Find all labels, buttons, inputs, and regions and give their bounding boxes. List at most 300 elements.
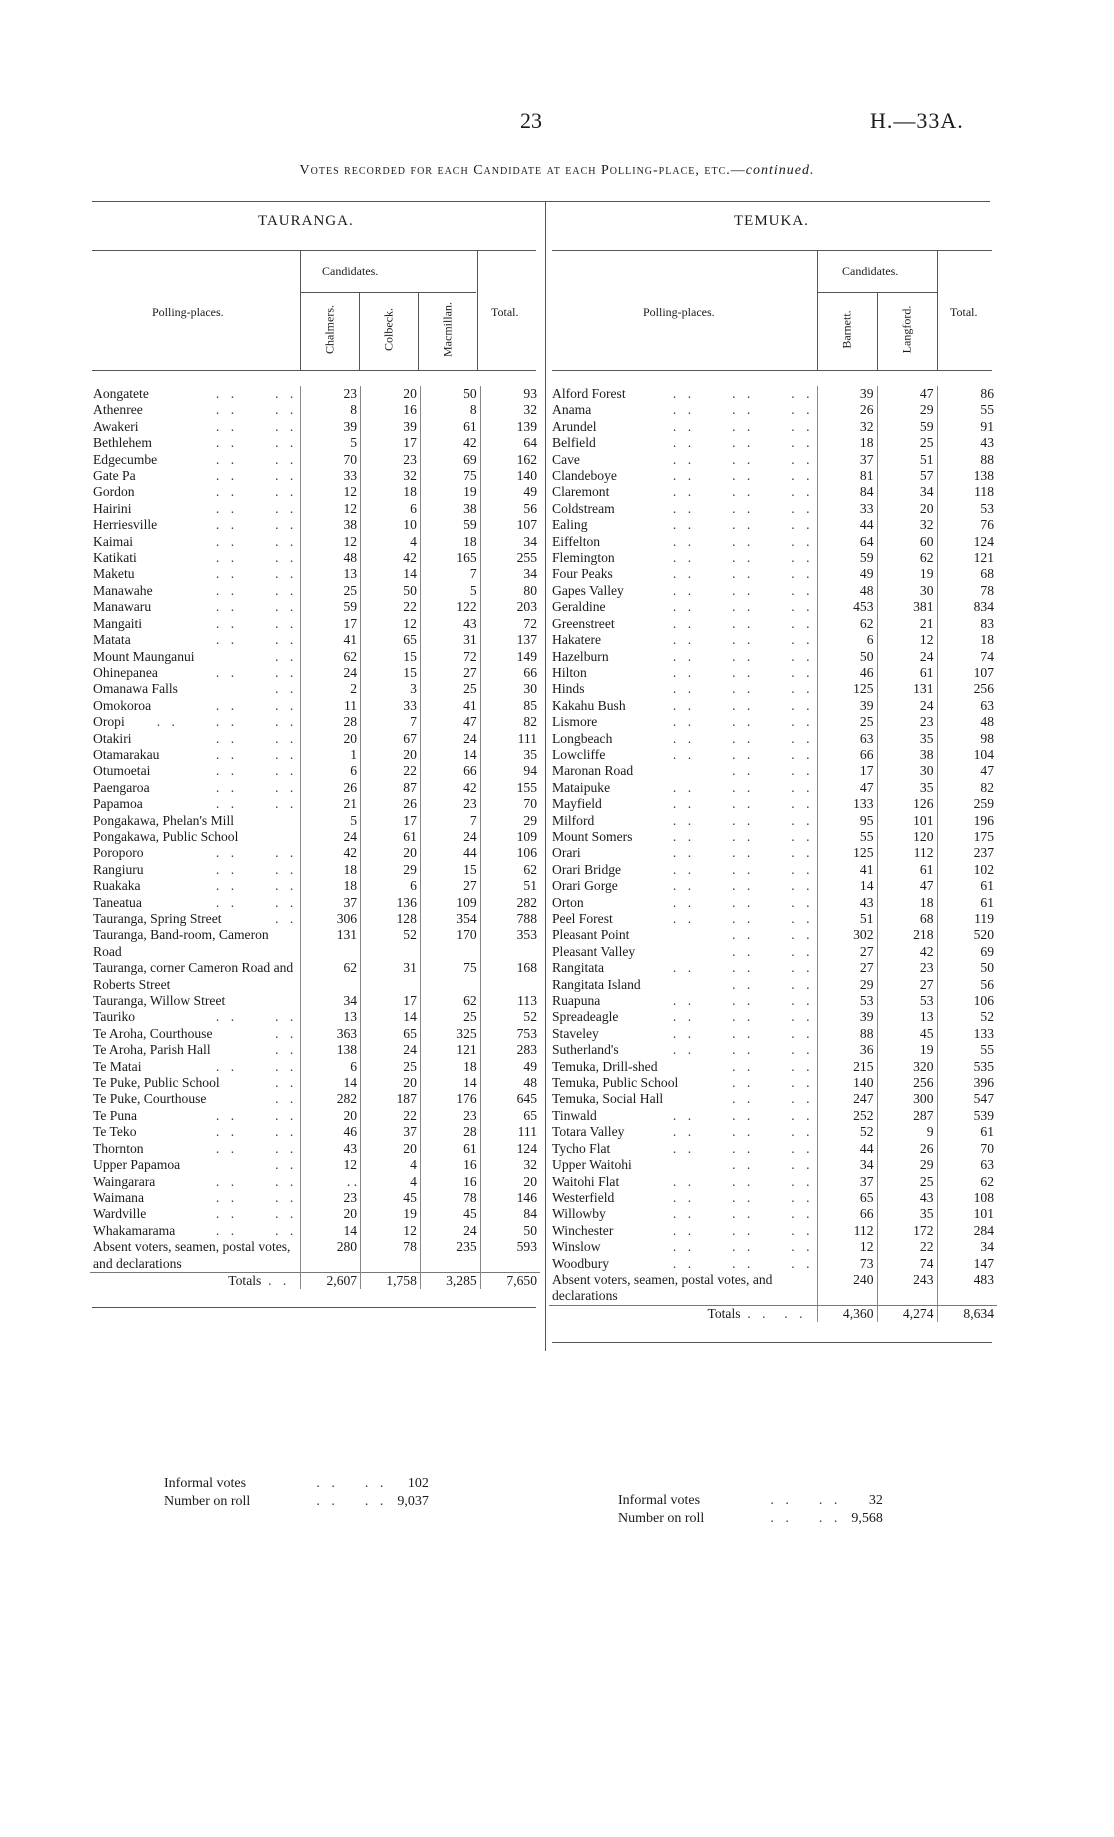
polling-place-name (549, 616, 817, 632)
polling-place-row (549, 484, 997, 500)
candidate-votes: 27 (817, 960, 877, 976)
polling-place-label: Orari Gorge (552, 878, 618, 894)
candidate-votes: 38 (877, 747, 937, 763)
candidate-votes: 12 (361, 616, 421, 632)
candidate-votes: 28 (301, 714, 361, 730)
polling-place-row (90, 1174, 540, 1190)
leader-dots: . . . . . . (672, 894, 814, 910)
candidate-votes: 81 (817, 468, 877, 484)
candidate-votes: 282 (301, 1091, 361, 1107)
candidate-votes: 95 (817, 813, 877, 829)
leader-dots: . . . . (732, 1091, 814, 1107)
leader-dots: . . . . (732, 976, 814, 992)
polling-place-row (90, 501, 540, 517)
polling-place-name (549, 484, 817, 500)
row-total: 353 (480, 927, 540, 960)
polling-place-label: Cave (552, 451, 580, 467)
leader-dots: . . . . (215, 632, 298, 648)
candidate-votes: 22 (361, 763, 421, 779)
candidate-barnett: Barnett. (839, 310, 854, 349)
polling-place-name (549, 698, 817, 714)
polling-place-label: Absent voters, seamen, postal votes, and declarations (552, 1271, 773, 1304)
roll-value: 9,568 (851, 1511, 883, 1526)
polling-place-label: Hinds (552, 681, 585, 697)
polling-place-row (549, 501, 997, 517)
candidate-votes: 50 (817, 649, 877, 665)
candidate-votes: 15 (361, 649, 421, 665)
polling-place-name (90, 1174, 301, 1190)
candidate-votes: 60 (877, 534, 937, 550)
candidate-votes: 19 (361, 1206, 421, 1222)
polling-place-row (90, 468, 540, 484)
candidate-votes: 47 (420, 714, 480, 730)
polling-place-name (90, 452, 301, 468)
candidate-votes: 23 (301, 1190, 361, 1206)
leader-dots: . . (275, 1157, 298, 1173)
leader-dots: . . . . . . (672, 1206, 814, 1222)
leader-dots: . . . . (215, 615, 298, 631)
leader-dots: . . (275, 1042, 298, 1058)
candidate-votes: 61 (420, 419, 480, 435)
candidate-votes: 73 (817, 1256, 877, 1272)
polling-place-label: Absent voters, seamen, postal votes, and declarations (93, 1239, 291, 1271)
polling-place-label: Orari (552, 845, 581, 861)
polling-place-label: Orari Bridge (552, 861, 622, 877)
polling-place-label: Poroporo (93, 845, 144, 861)
candidate-votes: 48 (817, 583, 877, 599)
temuka-candidates-label: Candidates. (842, 264, 899, 278)
polling-place-row (549, 813, 997, 829)
leader-dots: . . . . (215, 599, 298, 615)
polling-place-label: Otakiri (93, 730, 132, 746)
polling-place-label: Paengaroa (93, 779, 150, 795)
candidate-votes: 47 (877, 878, 937, 894)
candidate-votes: 50 (361, 583, 421, 599)
polling-place-label: Pongakawa, Phelan's Mill (93, 812, 235, 828)
candidate-votes: 306 (301, 911, 361, 927)
polling-place-label: Ohinepanea (93, 664, 158, 680)
temuka-total-label: Total. (950, 305, 978, 319)
informal-value: 32 (868, 1493, 883, 1508)
candidate-votes: 4 (361, 1157, 421, 1173)
polling-place-row (90, 1190, 540, 1206)
candidate-votes: 26 (301, 780, 361, 796)
polling-place-label: Tinwald (552, 1107, 597, 1123)
row-total: 50 (937, 960, 997, 976)
polling-place-label: Oropi (93, 714, 125, 730)
polling-place-row (549, 698, 997, 714)
informal-label: Informal votes (164, 1476, 247, 1491)
polling-place-label: Tycho Flat (552, 1140, 611, 1156)
leader-dots: . . (275, 1025, 298, 1041)
polling-place-row (549, 616, 997, 632)
candidate-chalmers: Chalmers. (322, 305, 337, 354)
candidate-votes: 62 (301, 649, 361, 665)
candidate-votes: 30 (877, 763, 937, 779)
row-total: 51 (480, 878, 540, 894)
tauranga-totals-row (90, 1272, 540, 1289)
polling-place-label: Flemington (552, 550, 615, 566)
row-total: 396 (937, 1075, 997, 1091)
candidate-votes: 22 (877, 1239, 937, 1255)
polling-place-name (90, 517, 301, 533)
candidate-votes: 50 (420, 386, 480, 402)
dots: . . (818, 1511, 842, 1526)
row-total: 102 (937, 862, 997, 878)
row-total: 18 (937, 632, 997, 648)
candidate-votes: 17 (361, 993, 421, 1009)
candidate-votes: 44 (817, 1141, 877, 1157)
polling-place-name (549, 452, 817, 468)
candidate-votes: 109 (420, 895, 480, 911)
candidate-votes: 11 (301, 698, 361, 714)
leader-dots: . . . . . . (672, 517, 814, 533)
polling-place-label: Willowby (552, 1206, 606, 1222)
dots: . . (316, 1494, 339, 1509)
polling-place-row (90, 829, 540, 845)
candidate-votes: 29 (877, 402, 937, 418)
leader-dots: . . . . . . (156, 714, 298, 730)
polling-place-name (90, 911, 301, 927)
polling-place-name (549, 1075, 817, 1091)
candidate-votes: 15 (420, 862, 480, 878)
row-total: 48 (480, 1075, 540, 1091)
temuka-totals-row (549, 1305, 997, 1322)
row-total: 106 (480, 845, 540, 861)
polling-place-row (90, 1223, 540, 1239)
polling-place-label: Tauranga, Spring Street (93, 911, 222, 926)
candidate-votes: 125 (817, 681, 877, 697)
row-total: 70 (480, 796, 540, 812)
polling-place-row (90, 763, 540, 779)
polling-place-row (90, 452, 540, 468)
candidate-votes: 39 (361, 419, 421, 435)
leader-dots: . . . . (215, 894, 298, 910)
candidate-votes: 43 (301, 1141, 361, 1157)
candidate-votes: 17 (301, 616, 361, 632)
polling-place-label: Wardville (93, 1206, 147, 1222)
candidate-votes: 47 (817, 780, 877, 796)
polling-place-label: Orton (552, 894, 584, 910)
leader-dots: . . . . (215, 878, 298, 894)
candidate-votes: 52 (361, 927, 421, 960)
polling-place-label: Staveley (552, 1025, 599, 1041)
polling-place-label: Gapes Valley (552, 582, 624, 598)
polling-place-name (90, 1026, 301, 1042)
polling-place-row (549, 1075, 997, 1091)
leader-dots: . . . . (215, 468, 298, 484)
total-macmillan: 3,285 (420, 1272, 480, 1289)
candidate-votes: 46 (817, 665, 877, 681)
row-total: 539 (937, 1108, 997, 1124)
candidate-votes: 84 (817, 484, 877, 500)
polling-place-name (90, 1141, 301, 1157)
polling-place-label: Te Matai (93, 1058, 142, 1074)
row-total: 84 (480, 1206, 540, 1222)
candidate-votes: 42 (420, 780, 480, 796)
tauranga-summary (158, 1474, 435, 1512)
polling-place-label: Four Peaks (552, 566, 613, 582)
informal-label: Informal votes (618, 1493, 701, 1508)
candidate-votes: 29 (817, 977, 877, 993)
candidate-votes: 12 (301, 484, 361, 500)
polling-place-label: Alford Forest (552, 386, 626, 401)
row-total: 124 (480, 1141, 540, 1157)
polling-place-row (90, 435, 540, 451)
polling-place-row (549, 468, 997, 484)
leader-dots: . . . . (215, 1206, 298, 1222)
leader-dots: . . . . (215, 550, 298, 566)
candidate-votes: 24 (877, 698, 937, 714)
candidate-votes: 33 (361, 698, 421, 714)
candidate-votes: 35 (877, 731, 937, 747)
leader-dots: . . (275, 648, 298, 664)
candidate-votes: 14 (817, 878, 877, 894)
candidate-votes: 37 (301, 895, 361, 911)
polling-place-name (90, 1124, 301, 1140)
leader-dots: . . . . . . (672, 911, 814, 926)
polling-place-row (549, 1108, 997, 1124)
total-all: 7,650 (480, 1272, 540, 1289)
polling-place-row (549, 878, 997, 894)
polling-place-label: Clandeboye (552, 468, 617, 484)
polling-place-name (549, 665, 817, 681)
document-code: H.—33A. (870, 108, 964, 133)
candidate-votes: 8 (301, 402, 361, 418)
candidate-votes: 32 (361, 468, 421, 484)
candidate-votes: 62 (877, 550, 937, 566)
polling-place-name (549, 1174, 817, 1190)
polling-place-row (549, 1157, 997, 1173)
polling-place-row (549, 1091, 997, 1107)
polling-place-label: Athenree (93, 402, 143, 418)
row-total: 52 (937, 1009, 997, 1025)
totals-label: Totals . . (90, 1272, 301, 1289)
candidate-votes: 131 (877, 681, 937, 697)
row-total: 593 (480, 1239, 540, 1272)
candidate-votes: 6 (361, 878, 421, 894)
row-total: 69 (937, 944, 997, 960)
candidate-votes: 23 (420, 796, 480, 812)
polling-place-label: Geraldine (552, 599, 606, 615)
candidate-votes: 6 (301, 1059, 361, 1075)
row-total: 107 (480, 517, 540, 533)
leader-dots: . . (275, 911, 298, 926)
polling-place-name (549, 763, 817, 779)
polling-place-row (90, 927, 540, 960)
candidate-votes: 78 (361, 1239, 421, 1272)
candidate-votes: 45 (361, 1190, 421, 1206)
polling-place-label: Tauranga, Band-room, Cameron Road (93, 927, 269, 959)
candidate-votes: 131 (301, 927, 361, 960)
candidate-votes: 66 (817, 747, 877, 763)
polling-place-name (549, 1141, 817, 1157)
candidate-macmillan: Macmillan. (440, 302, 455, 357)
row-total: 34 (480, 534, 540, 550)
polling-place-row (90, 550, 540, 566)
polling-place-name (549, 796, 817, 812)
polling-place-label: Thornton (93, 1140, 144, 1156)
leader-dots: . . . . (732, 763, 814, 779)
polling-place-name (90, 583, 301, 599)
dots: . . (770, 1493, 793, 1508)
polling-place-row (549, 1059, 997, 1075)
row-total: 483 (937, 1272, 997, 1305)
row-total: 43 (937, 435, 997, 451)
row-total: 283 (480, 1042, 540, 1058)
polling-place-row (549, 1256, 997, 1272)
polling-place-row (549, 632, 997, 648)
polling-place-name (549, 468, 817, 484)
polling-place-name (90, 845, 301, 861)
polling-place-label: Spreadeagle (552, 1009, 619, 1025)
polling-place-label: Belfield (552, 435, 596, 451)
leader-dots: . . . . . . (672, 664, 814, 680)
row-total: 65 (480, 1108, 540, 1124)
polling-place-label: Tauranga, Willow Street (93, 993, 226, 1009)
roll-label: Number on roll (164, 1494, 251, 1509)
leader-dots: . . . . (215, 484, 298, 500)
candidate-votes: 14 (361, 1009, 421, 1025)
row-total: 535 (937, 1059, 997, 1075)
candidate-votes: 14 (420, 1075, 480, 1091)
dots: . . (316, 1476, 339, 1491)
candidate-votes: 38 (420, 501, 480, 517)
candidate-votes: 7 (420, 813, 480, 829)
leader-dots: . . . . (732, 1058, 814, 1074)
polling-place-name (549, 583, 817, 599)
polling-place-label: Rangitata Island (552, 976, 641, 992)
candidate-votes: 28 (420, 1124, 480, 1140)
row-total: 788 (480, 911, 540, 927)
candidate-votes: 26 (877, 1141, 937, 1157)
polling-place-name (90, 566, 301, 582)
candidate-votes: 55 (817, 829, 877, 845)
leader-dots: . . . . (732, 927, 814, 943)
candidate-votes: 35 (877, 780, 937, 796)
polling-place-name (90, 419, 301, 435)
polling-place-row (549, 944, 997, 960)
candidate-votes: 20 (361, 747, 421, 763)
top-rule (92, 201, 990, 202)
polling-place-row (549, 649, 997, 665)
polling-place-label: Otumoetai (93, 763, 151, 779)
polling-place-row (549, 599, 997, 615)
polling-place-name (90, 1108, 301, 1124)
leader-dots: . . . . (215, 418, 298, 434)
polling-place-label: Ruapuna (552, 993, 601, 1009)
candidate-votes: 21 (877, 616, 937, 632)
polling-place-name (549, 1026, 817, 1042)
leader-dots: . . . . . . (672, 566, 814, 582)
row-total: 76 (937, 517, 997, 533)
polling-place-name (549, 1256, 817, 1272)
polling-place-name (549, 714, 817, 730)
leader-dots: . . . . (732, 1157, 814, 1173)
polling-place-row (549, 845, 997, 861)
candidate-votes: 12 (877, 632, 937, 648)
leader-dots: . . . . . . (672, 1239, 814, 1255)
leader-dots: . . . . (215, 1189, 298, 1205)
polling-place-name (90, 681, 301, 697)
polling-place-row (549, 1174, 997, 1190)
row-total: 52 (480, 1009, 540, 1025)
polling-place-label: Eiffelton (552, 533, 601, 549)
polling-place-row (90, 1206, 540, 1222)
candidate-votes: 37 (817, 1174, 877, 1190)
polling-place-row (90, 1091, 540, 1107)
row-total: 147 (937, 1256, 997, 1272)
polling-place-label: Temuka, Drill-shed (552, 1058, 658, 1074)
polling-place-name (549, 993, 817, 1009)
candidate-votes: 172 (877, 1223, 937, 1239)
polling-place-label: Te Puke, Courthouse (93, 1091, 207, 1107)
row-total: 68 (937, 566, 997, 582)
leader-dots: . . . . . . (672, 1009, 814, 1025)
candidate-votes: 29 (877, 1157, 937, 1173)
row-total: 80 (480, 583, 540, 599)
polling-place-row (90, 698, 540, 714)
row-total: 124 (937, 534, 997, 550)
polling-place-row (90, 665, 540, 681)
polling-place-label: Claremont (552, 484, 610, 500)
candidate-votes: 125 (817, 845, 877, 861)
leader-dots: . . . . (215, 533, 298, 549)
candidate-votes: 27 (817, 944, 877, 960)
candidate-votes: 41 (817, 862, 877, 878)
polling-place-name (90, 960, 301, 993)
polling-place-row (90, 616, 540, 632)
leader-dots: . . . . (215, 730, 298, 746)
polling-place-name (549, 845, 817, 861)
leader-dots: . . . . . . (672, 468, 814, 484)
row-total: 61 (937, 1124, 997, 1140)
polling-place-name (90, 927, 301, 960)
polling-place-row (549, 895, 997, 911)
candidate-votes: 26 (361, 796, 421, 812)
row-total: 111 (480, 1124, 540, 1140)
tauranga-candidates-label: Candidates. (322, 264, 379, 278)
candidate-votes: 14 (420, 747, 480, 763)
polling-place-label: Edgecumbe (93, 451, 158, 467)
polling-place-row (90, 1157, 540, 1173)
candidate-votes: 49 (817, 566, 877, 582)
leader-dots: . . . . (215, 582, 298, 598)
candidate-votes: 22 (361, 1108, 421, 1124)
polling-place-name (549, 862, 817, 878)
dots: . . (770, 1511, 793, 1526)
candidate-votes: 39 (817, 1009, 877, 1025)
polling-place-name (549, 960, 817, 976)
row-total: 55 (937, 402, 997, 418)
leader-dots: . . . . . . (672, 779, 814, 795)
tauranga-hdr-vline (359, 292, 360, 370)
polling-place-row (90, 1075, 540, 1091)
candidate-votes: 45 (877, 1026, 937, 1042)
polling-place-label: Winchester (552, 1222, 614, 1238)
polling-place-row (549, 681, 997, 697)
candidate-votes: 37 (817, 452, 877, 468)
candidate-votes: 26 (817, 402, 877, 418)
polling-place-name (549, 829, 817, 845)
candidate-votes: 24 (301, 665, 361, 681)
candidate-votes: 2 (301, 681, 361, 697)
candidate-votes: 75 (420, 468, 480, 484)
row-total: 85 (480, 698, 540, 714)
candidate-votes: 165 (420, 550, 480, 566)
polling-place-row (90, 911, 540, 927)
polling-place-label: Totara Valley (552, 1124, 625, 1140)
